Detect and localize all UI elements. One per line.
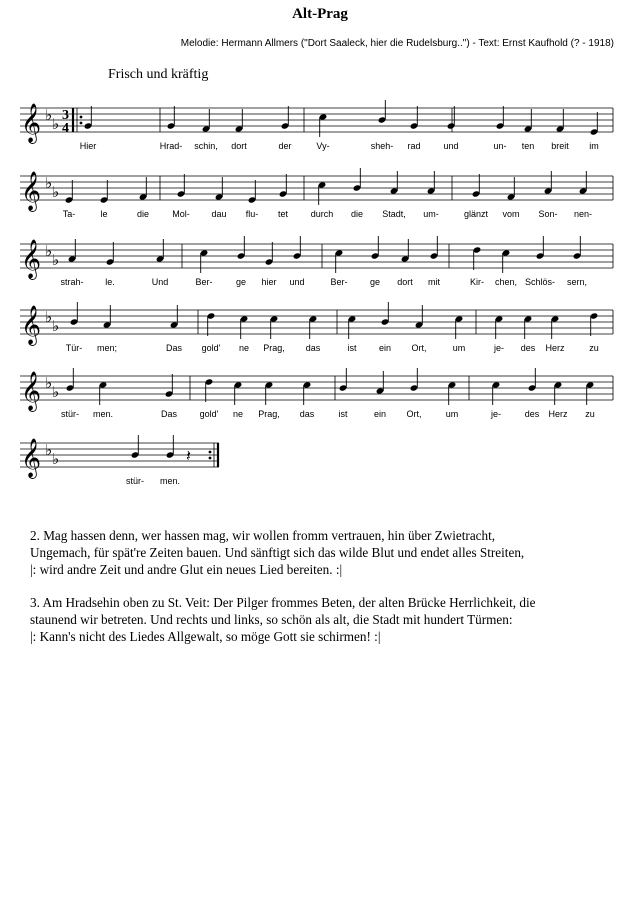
lyric-syllable: im xyxy=(589,141,599,151)
lyric-syllable: mit xyxy=(428,277,440,287)
lyric-syllable: Hier xyxy=(79,141,97,151)
lyric-syllable: gold' xyxy=(201,343,221,353)
lyric-syllable: und xyxy=(289,277,305,287)
treble-clef-icon: 𝄞 xyxy=(21,239,42,279)
lyric-syllable: ne xyxy=(238,343,250,353)
lyric-syllable: um- xyxy=(423,209,439,219)
lyric-syllable: schin, xyxy=(194,141,218,151)
lyric-syllable: je- xyxy=(490,409,502,419)
lyric-syllable: Ber- xyxy=(195,277,213,287)
lyric-syllable: Herz xyxy=(545,343,565,353)
lyric-syllable: sern, xyxy=(566,277,588,287)
lyric-syllable: die xyxy=(136,209,150,219)
repeat-dot xyxy=(80,122,83,125)
credits-line: Melodie: Hermann Allmers ("Dort Saaleck, hier die Rudelsburg..") - Text: Ernst Kaufhold (? - 1918) xyxy=(180,38,614,49)
lyric-syllable: des xyxy=(520,343,536,353)
time-signature-numerator: 3 xyxy=(62,108,69,123)
verses-block xyxy=(30,527,620,661)
flat-sign-icon: ♭ xyxy=(45,441,53,459)
lyric-syllable: Kir- xyxy=(470,277,484,287)
lyric-syllable: le. xyxy=(105,277,115,287)
lyric-syllable: ist xyxy=(338,409,348,419)
verse-line: |: wird andre Zeit und andre Glut ein neues Lied bereiten. :| xyxy=(30,562,343,577)
lyric-syllable: Und xyxy=(151,277,169,287)
lyric-syllable: stür- xyxy=(61,409,79,419)
lyric-syllable: ein xyxy=(373,409,387,419)
lyric-syllable: Stadt, xyxy=(382,209,406,219)
lyric-syllable: ein xyxy=(378,343,392,353)
verse-line: staunend wir betreten. Und rechts und links, so schön als alt, die Stadt mit hundert Türmen: xyxy=(30,612,513,627)
lyric-syllable: men; xyxy=(96,343,118,353)
treble-clef-icon: 𝄞 xyxy=(21,438,42,478)
lyric-syllable: chen, xyxy=(494,277,518,287)
flat-sign-icon: ♭ xyxy=(52,115,60,133)
lyric-syllable: men. xyxy=(92,409,114,419)
lyric-syllable: Ort, xyxy=(411,343,427,353)
lyric-syllable: men. xyxy=(159,476,181,486)
lyric-syllable: tet xyxy=(277,209,289,219)
treble-clef-icon: 𝄞 xyxy=(21,103,42,143)
lyric-syllable: Ort, xyxy=(406,409,422,419)
lyric-syllable: hier xyxy=(261,277,277,287)
lyric-syllable: der xyxy=(278,141,292,151)
verse-line: 3. Am Hradsehin oben zu St. Veit: Der Pilger frommes Beten, der alten Brücke Herrlichkeit, die xyxy=(30,595,536,610)
lyric-syllable: zu xyxy=(585,409,595,419)
flat-sign-icon: ♭ xyxy=(52,251,60,269)
flat-sign-icon: ♭ xyxy=(52,317,60,335)
lyric-syllable: stür- xyxy=(126,476,144,486)
lyric-syllable: Ber- xyxy=(330,277,348,287)
flat-sign-icon: ♭ xyxy=(45,374,53,392)
lyric-syllable: Hrad- xyxy=(159,141,183,151)
lyric-syllable: Tür- xyxy=(65,343,83,353)
lyric-syllable: Mol- xyxy=(172,209,190,219)
flat-sign-icon: ♭ xyxy=(52,383,60,401)
lyric-syllable: dau xyxy=(211,209,227,219)
verse-line: |: Kann's nicht des Liedes Allgewalt, so möge Gott sie schirmen! :| xyxy=(30,629,381,644)
lyric-syllable: un- xyxy=(493,141,507,151)
lyric-syllable: das xyxy=(305,343,321,353)
lyric-syllable: ne xyxy=(232,409,244,419)
lyric-syllable: dort xyxy=(231,141,247,151)
treble-clef-icon: 𝄞 xyxy=(21,171,42,211)
lyric-syllable: ge xyxy=(369,277,381,287)
quarter-rest-icon: 𝄽 xyxy=(186,446,191,465)
flat-sign-icon: ♭ xyxy=(52,183,60,201)
lyric-syllable: ten xyxy=(521,141,535,151)
lyric-syllable: Herz xyxy=(548,409,568,419)
lyric-syllable: das xyxy=(299,409,315,419)
song-title: Alt-Prag xyxy=(292,6,348,22)
lyric-syllable: Vy- xyxy=(316,141,330,151)
treble-clef-icon: 𝄞 xyxy=(21,305,42,345)
lyric-syllable: glänzt xyxy=(463,209,489,219)
verse-3 xyxy=(30,594,620,645)
lyric-syllable: zu xyxy=(589,343,599,353)
flat-sign-icon: ♭ xyxy=(45,106,53,124)
repeat-dot xyxy=(209,451,212,454)
time-signature-denominator: 4 xyxy=(62,121,69,136)
verse-2 xyxy=(30,527,620,578)
lyric-syllable: durch xyxy=(310,209,334,219)
lyric-syllable: sheh- xyxy=(370,141,394,151)
lyric-syllable: gold' xyxy=(199,409,219,419)
lyric-syllable: Das xyxy=(165,343,183,353)
lyric-syllable: je- xyxy=(493,343,505,353)
flat-sign-icon: ♭ xyxy=(45,174,53,192)
lyric-syllable: um xyxy=(445,409,459,419)
lyric-syllable: rad xyxy=(407,141,421,151)
lyric-syllable: Son- xyxy=(538,209,558,219)
verse-line: 2. Mag hassen denn, wer hassen mag, wir wollen fromm vertrauen, hin über Zwietracht, xyxy=(30,528,496,543)
lyric-syllable: des xyxy=(524,409,540,419)
repeat-dot xyxy=(209,457,212,460)
lyric-syllable: dort xyxy=(397,277,413,287)
flat-sign-icon: ♭ xyxy=(45,242,53,260)
lyric-syllable: ge xyxy=(235,277,247,287)
lyric-syllable: um xyxy=(452,343,466,353)
lyric-syllable: Prag, xyxy=(263,343,285,353)
lyric-syllable: vom xyxy=(502,209,520,219)
lyric-syllable: Das xyxy=(160,409,178,419)
lyric-syllable: die xyxy=(350,209,364,219)
lyric-syllable: Ta- xyxy=(62,209,76,219)
treble-clef-icon: 𝄞 xyxy=(21,371,42,411)
lyric-syllable: le xyxy=(100,209,108,219)
flat-sign-icon: ♭ xyxy=(45,308,53,326)
lyric-syllable: Schlös- xyxy=(524,277,556,287)
flat-sign-icon: ♭ xyxy=(52,450,60,468)
lyric-syllable: flu- xyxy=(245,209,259,219)
verse-line: Ungemach, für spät're Zeiten bauen. Und sänftigt sich das wilde Blut und endet alles Streiten, xyxy=(30,545,525,560)
lyric-syllable: breit xyxy=(551,141,569,151)
lyric-syllable: strah- xyxy=(60,277,84,287)
tempo-marking: Frisch und kräftig xyxy=(108,67,209,82)
lyric-syllable: und xyxy=(443,141,459,151)
lyric-syllable: nen- xyxy=(573,209,593,219)
lyric-syllable: Prag, xyxy=(258,409,280,419)
repeat-dot xyxy=(80,116,83,119)
lyric-syllable: ist xyxy=(347,343,357,353)
